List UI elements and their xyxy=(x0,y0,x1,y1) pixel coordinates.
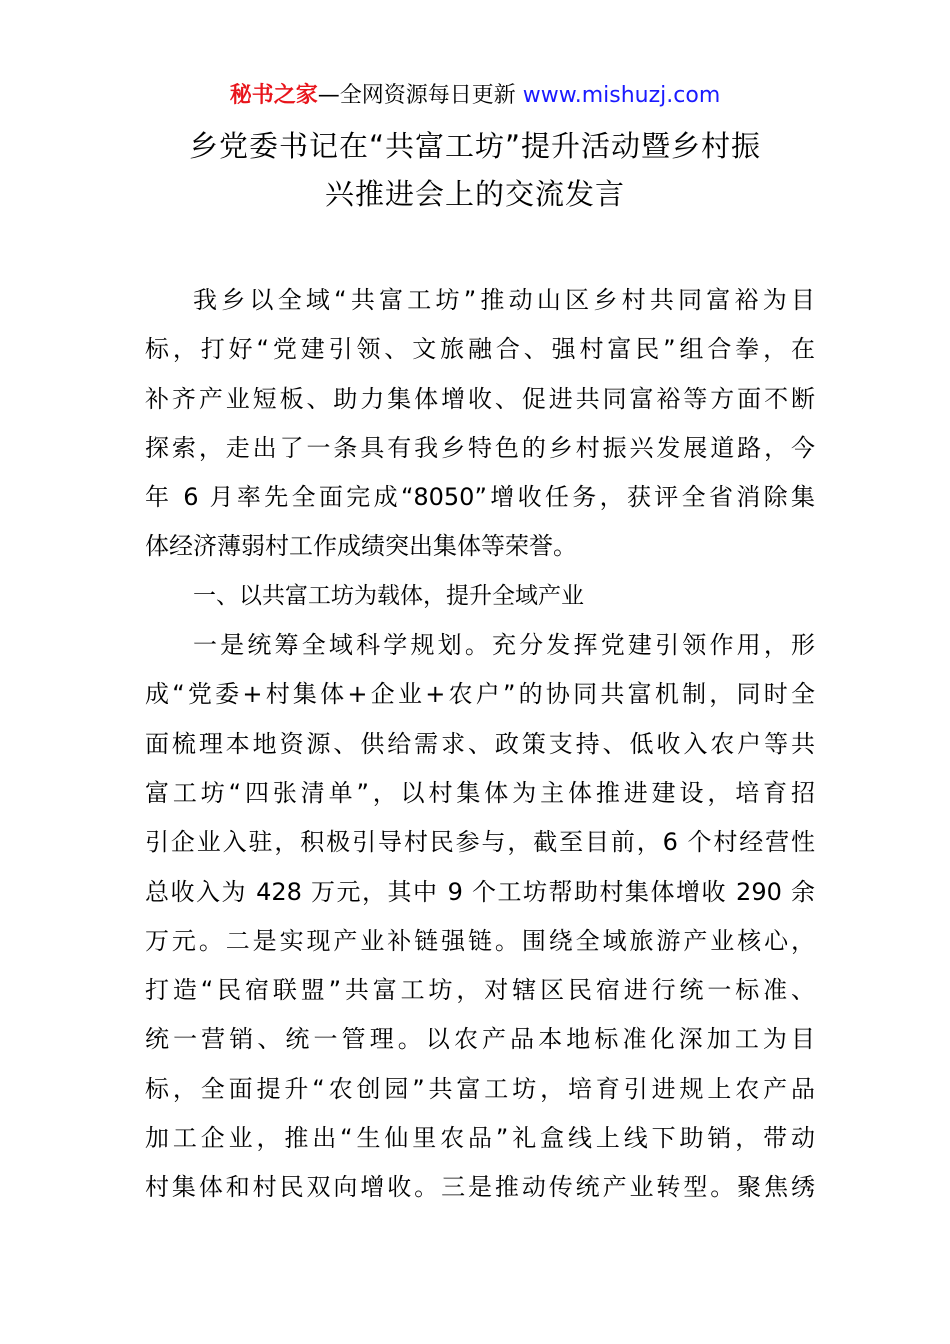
body-line: 村集体和村民双向增收。三是推动传统产业转型。聚焦绣 xyxy=(145,1173,815,1202)
site-url-link[interactable]: www.mishuzj.com xyxy=(522,83,721,108)
site-brand: 秘书之家 xyxy=(229,83,318,108)
body-line: 成“党委+村集体+企业+农户”的协同共富机制，同时全 xyxy=(145,680,815,709)
body-line: 标，全面提升“农创园”共富工坊，培育引进规上农产品 xyxy=(145,1074,815,1103)
site-tagline: —全网资源每日更新 xyxy=(317,83,516,108)
title-line-2: 兴推进会上的交流发言 xyxy=(324,177,625,211)
site-header xyxy=(0,80,950,112)
body-line: 富工坊“四张清单”，以村集体为主体推进建设，培育招 xyxy=(145,778,815,807)
section-heading: 一、以共富工坊为载体，提升全域产业 xyxy=(193,582,584,609)
body-line: 面梳理本地资源、供给需求、政策支持、低收入农户等共 xyxy=(145,729,815,758)
body-line: 总收入为 428 万元，其中 9 个工坊帮助村集体增收 290 余 xyxy=(145,877,815,906)
document-title xyxy=(95,122,855,218)
body-line: 一是统筹全域科学规划。充分发挥党建引领作用，形 xyxy=(193,631,815,660)
body-line: 补齐产业短板、助力集体增收、促进共同富裕等方面不断 xyxy=(145,384,815,413)
body-line: 体经济薄弱村工作成绩突出集体等荣誉。 xyxy=(145,532,577,561)
body-line: 打造“民宿联盟”共富工坊，对辖区民宿进行统一标准、 xyxy=(145,976,815,1005)
body-line: 标，打好“党建引领、文旅融合、强村富民”组合拳，在 xyxy=(145,335,815,364)
title-line-1: 乡党委书记在“共富工坊”提升活动暨乡村振 xyxy=(188,129,762,163)
document-body xyxy=(145,276,815,1213)
body-line: 加工企业，推出“生仙里农品”礼盒线上线下助销，带动 xyxy=(145,1124,815,1153)
body-line: 万元。二是实现产业补链强链。围绕全域旅游产业核心， xyxy=(145,926,815,955)
body-line: 探索，走出了一条具有我乡特色的乡村振兴发展道路，今 xyxy=(145,433,815,462)
body-line: 年 6 月率先全面完成“8050”增收任务，获评全省消除集 xyxy=(145,483,815,512)
body-line: 我乡以全域“共富工坊”推动山区乡村共同富裕为目 xyxy=(193,286,815,314)
body-line: 引企业入驻，积极引导村民参与，截至目前，6 个村经营性 xyxy=(145,828,815,857)
body-line: 统一营销、统一管理。以农产品本地标准化深加工为目 xyxy=(145,1025,815,1054)
